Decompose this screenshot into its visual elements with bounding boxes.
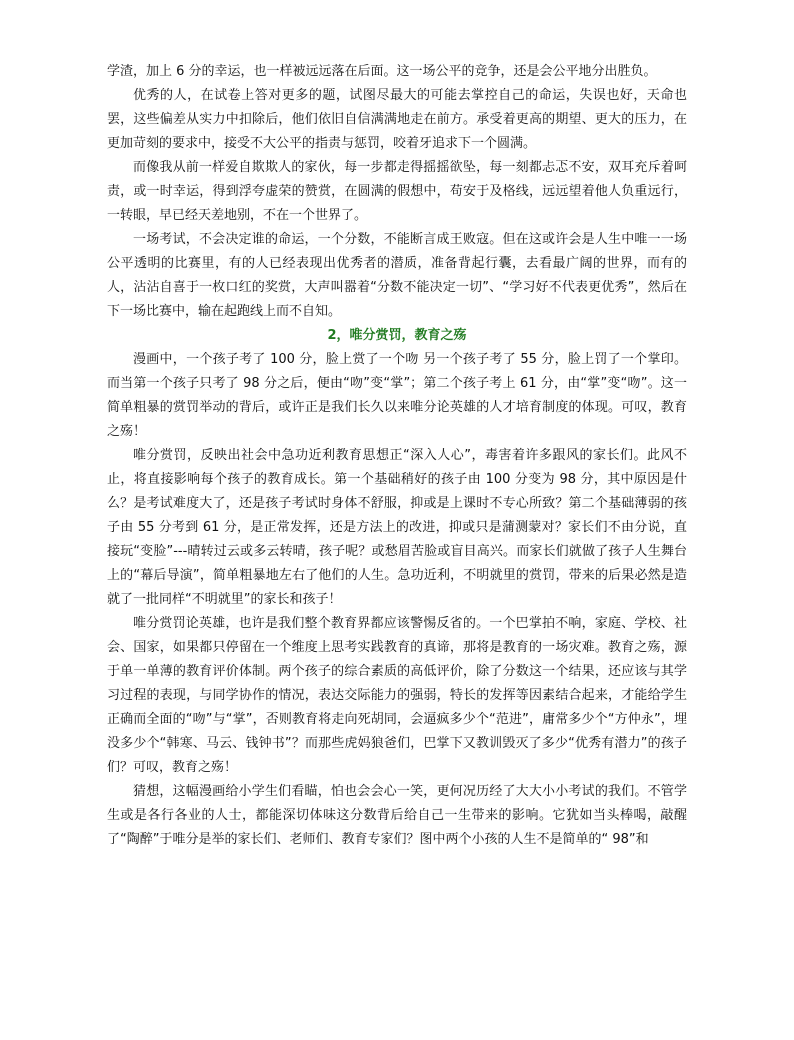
paragraph-3: 而像我从前一样爱自欺欺人的家伙，每一步都走得摇摇欲坠，每一刻都忐忑不安，双耳充斥着呵责，或一时幸运，得到浮夸虚荣的赞赏，在圆满的假想中，苟安于及格线，远远望着他人负重远行，一转眼，早已经天差地别，不在一个世界了。 <box>107 160 687 223</box>
paragraph-5: 漫画中，一个孩子考了 100 分，脸上赏了一个吻 另一个孩子考了 55 分，脸上罚了一个掌印。而当第一个孩子只考了 98 分之后，便由“吻”变“掌”；第二个孩子考上 61 分，由“掌”变“吻”。这一简单粗暴的赏罚举动的背后，或许正是我们长久以来唯分论英雄的人才培育制度的体现。可叹，教育之殇！ <box>107 352 687 439</box>
paragraph-1: 学渣，加上 6 分的幸运，也一样被远远落在后面。这一场公平的竞争，还是会公平地分出胜负。 <box>107 64 657 79</box>
paragraph-2: 优秀的人，在试卷上答对更多的题，试图尽最大的可能去掌控自己的命运，失误也好，天命也罢，这些偏差从实力中扣除后，他们依旧自信满满地走在前方。承受着更高的期望、更大的压力，在更加苛刻的要求中，接受不大公平的指责与惩罚，咬着牙追求下一个圆满。 <box>107 88 687 151</box>
paragraph-8: 猜想，这幅漫画给小学生们看瞄，怕也会会心一笑，更何况历经了大大小小考试的我们。不管学生或是各行各业的人士，都能深切体味这分数背后给自己一生带来的影响。它犹如当头棒喝，敲醒了“陶醉”于唯分是举的家长们、老师们、教育专家们？图中两个小孩的人生不是简单的“ 98”和 <box>107 784 687 847</box>
paragraph-6: 唯分赏罚，反映出社会中急功近利教育思想正“深入人心”，毒害着许多跟风的家长们。此风不止，将直接影响每个孩子的教育成长。第一个基础稍好的孩子由 100 分变为 98 分，其中原因是什么？是考试难度大了，还是孩子考试时身体不舒服，抑或是上课时不专心所致？第二个基础薄弱的孩子由 55 分考到 61 分，是正常发挥，还是方法上的改进，抑或只是蒲测蒙对？家长们不由分说，直接玩“变脸”---晴转过云或多云转晴，孩子呢？或愁眉苦脸或盲目高兴。而家长们就做了孩子人生舞台上的“幕后导演”，简单粗暴地左右了他们的人生。急功近利，不明就里的赏罚，带来的后果必然是造就了一批同样“不明就里”的家长和孩子！ <box>107 448 687 607</box>
document-body <box>107 60 687 852</box>
section-heading: 2，唯分赏罚，教育之殇 <box>327 328 467 343</box>
paragraph-7: 唯分赏罚论英雄，也许是我们整个教育界都应该警惕反省的。一个巴掌拍不响，家庭、学校、社会、国家，如果都只停留在一个维度上思考实践教育的真谛，那将是教育的一场灾难。教育之殇，源于单一单薄的教育评价体制。两个孩子的综合素质的高低评价，除了分数这一个结果，还应该与其学习过程的表现，与同学协作的情况，表达交际能力的强弱，特长的发挥等因素结合起来，才能给学生正确而全面的“吻”与“掌”，否则教育将走向死胡同，会逼疯多少个“范进”，庸常多少个“方仲永”，埋没多少个“韩寒、马云、钱钟书”？而那些虎妈狼爸们，巴掌下又教训毁灭了多少“优秀有潜力”的孩子们？可叹，教育之殇！ <box>107 616 687 775</box>
paragraph-4: 一场考试，不会决定谁的命运，一个分数，不能断言成王败寇。但在这或许会是人生中唯一一场公平透明的比赛里，有的人已经表现出优秀者的潜质，准备背起行囊，去看最广阔的世界，而有的人，沾沾自喜于一枚口红的奖赏，大声叫嚣着“分数不能决定一切”、“学习好不代表更优秀”，然后在下一场比赛中，输在起跑线上而不自知。 <box>107 232 687 319</box>
